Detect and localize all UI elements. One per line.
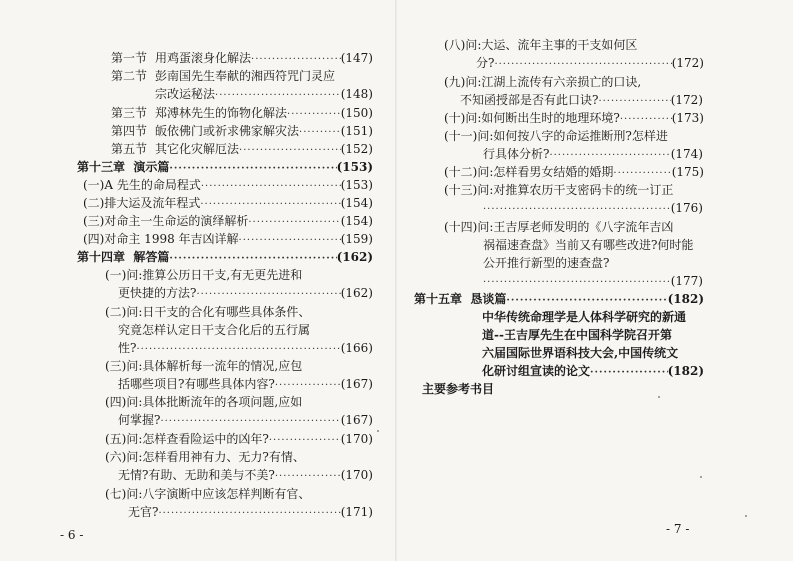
toc-entry[interactable] (444, 38, 637, 52)
entry-page: (182) (667, 292, 704, 306)
toc-entry[interactable] (444, 129, 668, 143)
entry-title: (九)问:江湖上流传有六亲损亡的口诀, (444, 75, 642, 89)
section-label: 第一节 (111, 51, 148, 65)
chapter-title: 解答篇 (133, 250, 170, 264)
entry-page: (148) (340, 87, 373, 101)
entry-page: (177) (670, 274, 703, 288)
toc-entry-continued (118, 341, 373, 357)
toc-entry[interactable] (444, 165, 704, 181)
entry-title: (四)对命主 1998 年吉凶详解 (83, 232, 239, 246)
entry-title: (二)排大运及流年程式 (83, 196, 201, 210)
section-label: 第五节 (111, 142, 148, 156)
entry-page: (154) (340, 196, 373, 210)
toc-entry[interactable] (482, 310, 686, 324)
toc-chapter[interactable] (414, 292, 704, 308)
entry-title-cont: 祸福速查盘》当前又有哪些改进?何时能 (483, 238, 694, 252)
entry-page: (172) (671, 56, 704, 70)
toc-entry-continued (118, 468, 373, 484)
toc-entry[interactable] (105, 450, 305, 464)
toc-entry[interactable] (444, 183, 673, 197)
toc-entry[interactable] (105, 359, 302, 373)
section-label: 第三节 (111, 106, 148, 120)
section-label: 第四节 (111, 124, 148, 138)
entry-title: 用鸡蛋滚身化解法 (155, 51, 252, 65)
entry-title-cont: 究竟怎样认定日干支合化后的五行属 (118, 323, 311, 337)
entry-title: (二)问:日干支的合化有哪些具体条件、 (105, 305, 311, 319)
entry-page: (176) (670, 201, 703, 215)
toc-entry[interactable] (111, 124, 373, 140)
toc-entry-continued (482, 364, 704, 380)
toc-entry[interactable] (444, 220, 673, 234)
toc-entry[interactable] (83, 196, 373, 212)
entry-title: 郑溥林先生的饰物化解法 (155, 106, 288, 120)
entry-title-cont: 何掌握? (118, 413, 161, 427)
entry-page: (162) (340, 286, 373, 300)
toc-entry[interactable] (111, 69, 335, 83)
entry-title-cont: 无官? (128, 505, 159, 519)
entry-title-cont: 更快捷的方法? (118, 286, 197, 300)
entry-title-cont: 行具体分析? (483, 147, 550, 161)
toc-entry[interactable] (444, 75, 641, 89)
entry-title: 其它化灾解厄法 (155, 142, 240, 156)
entry-title-cont: 化研讨组宣读的论文 (482, 364, 591, 378)
toc-chapter[interactable] (77, 160, 373, 176)
toc-entry-continued (483, 256, 609, 270)
entry-page: (153) (336, 160, 373, 174)
entry-page: (154) (340, 214, 373, 228)
entry-page: (170) (340, 468, 373, 482)
scan-speckle (700, 476, 702, 478)
page-number: - 7 - (666, 522, 690, 536)
toc-entry[interactable] (105, 432, 373, 448)
entry-title: (三)问:具体解析每一流年的情况,应包 (105, 359, 303, 373)
toc-entry[interactable] (111, 51, 373, 67)
entry-title: (十一)问:如何按八字的命运推断刑?怎样进 (444, 129, 668, 143)
entry-title: 皈依佛门或祈求佛家解灾法 (155, 124, 300, 138)
toc-entry[interactable] (105, 487, 310, 501)
toc-chapter[interactable] (77, 250, 373, 266)
toc-entry-continued (460, 93, 703, 109)
entry-title-cont: 括哪些项目?有哪些具体内容? (118, 377, 275, 391)
toc-entry[interactable] (422, 382, 494, 396)
toc-entry[interactable] (444, 111, 704, 127)
toc-entry[interactable] (83, 214, 373, 230)
toc-entry-continued (118, 413, 373, 429)
left-page (0, 0, 396, 561)
entry-page: (174) (670, 147, 703, 161)
chapter-label: 第十五章 (414, 292, 463, 306)
toc-entry-continued (118, 286, 373, 302)
entry-title: 中华传统命理学是人体科学研究的新通 (482, 310, 687, 324)
entry-page: (162) (336, 250, 373, 264)
toc-entry-continued (482, 328, 672, 342)
chapter-label: 第十四章 (77, 250, 126, 264)
scan-speckle (658, 396, 660, 398)
chapter-title: 演示篇 (133, 160, 170, 174)
toc-entry-continued (118, 323, 310, 337)
toc-entry[interactable] (83, 232, 373, 248)
section-label: 第二节 (111, 69, 148, 83)
entry-page: (151) (340, 124, 373, 138)
chapter-label: 第十三章 (77, 160, 126, 174)
entry-page: (153) (340, 178, 373, 192)
entry-title: (八)问:大运、流年主事的干支如何区 (444, 38, 638, 52)
toc-entry[interactable] (105, 268, 302, 282)
scan-speckle (745, 515, 747, 517)
entry-page: (166) (340, 341, 373, 355)
entry-title: (三)对命主一生命运的演绎解析 (83, 214, 249, 228)
entry-page: (172) (670, 93, 703, 107)
right-page (396, 0, 793, 561)
page-number: - 6 - (60, 528, 84, 542)
entry-page: (182) (667, 364, 704, 378)
entry-title: (七)问:八字演断中应该怎样判断有官、 (105, 487, 311, 501)
entry-page: (167) (340, 377, 373, 391)
entry-page: (175) (671, 165, 704, 179)
entry-title-cont: 无情?有助、无助和美与不美? (118, 468, 275, 482)
entry-title-cont: 公开推行新型的速查盘? (483, 256, 610, 270)
toc-entry[interactable] (111, 142, 373, 158)
entry-title-cont: 宗改运秘法 (155, 87, 216, 101)
toc-entry[interactable] (105, 395, 302, 409)
toc-entry[interactable] (105, 305, 310, 319)
toc-entry-continued (483, 147, 703, 163)
entry-title-cont: 六届国际世界语科技大会,中国传统文 (482, 346, 679, 360)
entry-title-cont: 分? (476, 56, 495, 70)
entry-page: (167) (340, 413, 373, 427)
toc-entry-continued (483, 201, 703, 217)
entry-page: (152) (340, 142, 373, 156)
entry-title: (五)问:怎样查看险运中的凶年? (105, 432, 269, 446)
entry-title: (十)问:如何断出生时的地理环境? (444, 111, 620, 125)
toc-entry-continued (482, 346, 678, 360)
entry-title-cont: 不知函授部是否有此口诀? (460, 93, 599, 107)
entry-title: (十二)问:怎样看男女结婚的婚期 (444, 165, 614, 179)
toc-entry[interactable] (83, 178, 373, 194)
entry-title: (一)A 先生的命局程式 (83, 178, 201, 192)
toc-entry-continued (155, 87, 373, 103)
entry-title: (六)问:怎样看用神有力、无力?有情、 (105, 450, 305, 464)
toc-entry[interactable] (111, 106, 373, 122)
entry-title-cont: 道--王吉厚先生在中国科学院召开第 (482, 328, 672, 342)
entry-title: 彭南国先生奉献的湘西符咒门灵应 (155, 69, 336, 83)
entry-title: (一)问:推算公历日干支,有无更先进和 (105, 268, 303, 282)
entry-page: (147) (340, 51, 373, 65)
entry-title-cont: 性? (118, 341, 137, 355)
toc-entry-continued (128, 505, 373, 521)
entry-title: (四)问:具体批断流年的各项问题,应如 (105, 395, 303, 409)
entry-page: (150) (340, 106, 373, 120)
entry-title: (十四)问:王吉厚老师发明的《八字流年吉凶 (444, 220, 674, 234)
scan-speckle (377, 430, 379, 432)
entry-page: (171) (340, 505, 373, 519)
entry-page: (159) (340, 232, 373, 246)
entry-title: (十三)问:对推算农历干支密码卡的统一订正 (444, 183, 674, 197)
toc-entry-continued (118, 377, 373, 393)
toc-entry-continued (483, 274, 703, 290)
chapter-title: 恳谈篇 (470, 292, 507, 306)
entry-page: (170) (340, 432, 373, 446)
toc-entry-continued (476, 56, 704, 72)
entry-page: (173) (671, 111, 704, 125)
toc-entry-continued (483, 238, 693, 252)
entry-title: 主要参考书目 (422, 382, 495, 396)
